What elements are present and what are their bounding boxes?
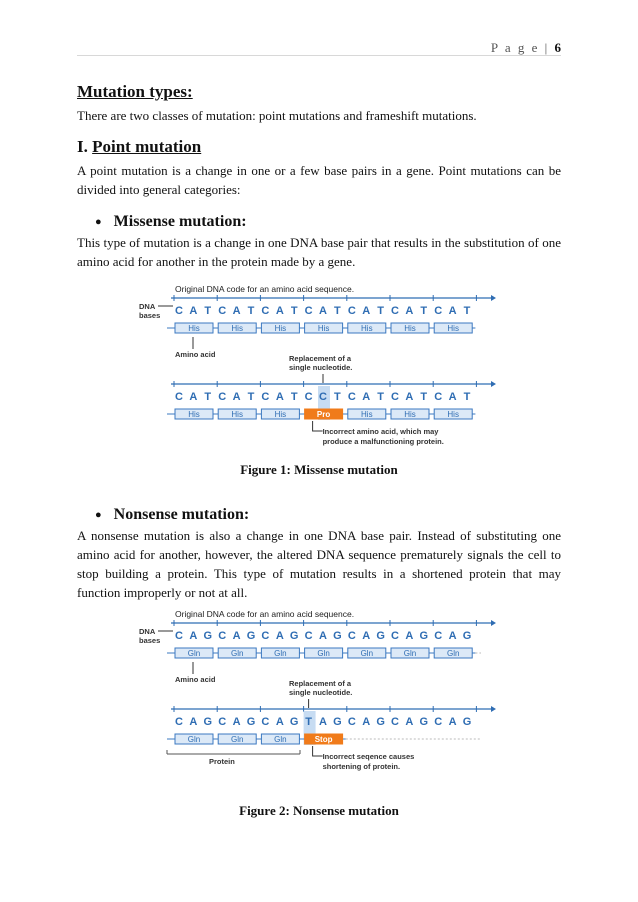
dna-base: A xyxy=(448,630,457,642)
dna-base: A xyxy=(448,391,457,403)
dna-base: C xyxy=(218,630,227,642)
dna-base: T xyxy=(204,391,212,403)
dna-base: C xyxy=(261,305,270,317)
dna-base: C xyxy=(391,305,399,317)
dna-base: A xyxy=(189,391,198,403)
dna-base: G xyxy=(419,630,429,642)
amino-acid-label: Gln xyxy=(187,649,201,658)
dna-base: C xyxy=(347,716,356,728)
dna-base: G xyxy=(376,716,385,728)
amino-acid-label: His xyxy=(188,410,200,419)
dna-base: C xyxy=(175,391,183,403)
dna-base: G xyxy=(289,630,299,642)
dna-label: DNA xyxy=(139,302,156,311)
dna-base: G xyxy=(203,630,213,642)
amino-acid-label: His xyxy=(188,324,200,333)
dna-base: G xyxy=(462,630,472,642)
dna-base: A xyxy=(448,716,457,728)
amino-acid-label: His xyxy=(231,324,243,333)
incorrect-note: Incorrect amino acid, which may xyxy=(322,427,439,436)
point-title: Point mutation xyxy=(92,137,202,156)
dna-base: C xyxy=(261,630,270,642)
dna-base: G xyxy=(333,716,342,728)
figure-title: Original DNA code for an amino acid sequence. xyxy=(175,609,355,619)
dna-base: T xyxy=(247,391,255,403)
page-header xyxy=(491,40,561,56)
incorrect-pointer xyxy=(313,746,323,756)
point-mutation-heading xyxy=(77,137,561,157)
incorrect-note: produce a malfunctioning protein. xyxy=(322,437,444,446)
dna-base: A xyxy=(362,305,371,317)
dna-base: T xyxy=(420,391,428,403)
bases-label: bases xyxy=(139,636,161,645)
dna-base: A xyxy=(405,716,414,728)
amino-acid-label: Gln xyxy=(230,649,244,658)
dna-base: C xyxy=(218,305,227,317)
dna-strand-arrow xyxy=(491,620,496,626)
amino-acid-label: His xyxy=(274,324,287,333)
bullet-icon: ● xyxy=(95,509,102,521)
dna-base: A xyxy=(275,716,284,728)
dna-base: A xyxy=(319,305,327,317)
dna-base: C xyxy=(347,391,356,403)
dna-base: T xyxy=(305,716,312,728)
page-word: P a g e xyxy=(490,40,540,55)
dna-base: G xyxy=(462,716,472,728)
dna-base: C xyxy=(218,716,227,728)
amino-acid-label: Gln xyxy=(446,649,460,658)
amino-acid-label: Gln xyxy=(230,735,244,744)
dna-base: C xyxy=(175,630,183,642)
dna-base: C xyxy=(261,716,270,728)
amino-acid-label: His xyxy=(231,410,243,419)
nonsense-heading: ● Nonsense mutation: xyxy=(95,506,250,523)
amino-acid-label: His xyxy=(447,324,459,333)
dna-base: T xyxy=(377,391,384,403)
dna-base: T xyxy=(463,305,471,317)
missense-figure xyxy=(139,281,499,456)
dna-base: A xyxy=(275,305,284,317)
amino-acid-label: His xyxy=(317,324,330,333)
dna-base: T xyxy=(247,305,255,317)
dna-base: T xyxy=(463,391,471,403)
replacement-note: Replacement of a xyxy=(289,679,352,688)
amino-acid-label: Gln xyxy=(360,649,374,658)
dna-base: A xyxy=(232,716,241,728)
dna-base: C xyxy=(347,630,356,642)
point-roman: I. xyxy=(77,137,88,156)
dna-base: A xyxy=(232,391,241,403)
dna-base: A xyxy=(275,630,284,642)
dna-base: C xyxy=(319,391,327,403)
figure-title: Original DNA code for an amino acid sequence. xyxy=(175,284,355,294)
dna-base: G xyxy=(246,716,256,728)
dna-base: C xyxy=(434,716,443,728)
bases-label: bases xyxy=(139,311,161,320)
dna-base: C xyxy=(175,716,183,728)
dna-base: C xyxy=(261,391,270,403)
amino-acid-label: His xyxy=(361,324,373,333)
dna-strand-arrow xyxy=(491,295,496,301)
dna-base: T xyxy=(290,391,298,403)
dna-base: A xyxy=(189,716,198,728)
dna-base: T xyxy=(420,305,428,317)
protein-caption: Protein xyxy=(209,757,235,766)
dna-base: C xyxy=(304,391,313,403)
nonsense-figure xyxy=(139,606,499,797)
dna-base: A xyxy=(232,630,241,642)
amino-acid-label: Stop xyxy=(314,735,333,744)
dna-base: T xyxy=(290,305,298,317)
nonsense-body: A nonsense mutation is also a change in one DNA base pair. Instead of substituting one amino acid for another, however, the altered DNA sequence prematurely signals the cell to stop building a protein. This type of mutation results in a shortened protein that may function improperly or not at all. xyxy=(77,528,561,600)
missense-body: This type of mutation is a change in one DNA base pair that results in the substitution of one amino acid for another in the protein made by a gene. xyxy=(77,235,561,269)
amino-acid-label: Pro xyxy=(316,410,331,419)
dna-base: A xyxy=(189,630,198,642)
incorrect-note: shortening of protein. xyxy=(322,762,401,771)
dna-base: C xyxy=(218,391,227,403)
page-separator: | xyxy=(544,40,550,55)
dna-base: A xyxy=(362,716,371,728)
replacement-note: Replacement of a xyxy=(289,354,352,363)
header-rule xyxy=(77,55,561,56)
dna-base: C xyxy=(391,391,399,403)
dna-base: A xyxy=(275,391,284,403)
dna-base: G xyxy=(333,630,342,642)
dna-base: G xyxy=(203,716,213,728)
incorrect-pointer xyxy=(313,421,323,431)
amino-acid-label: His xyxy=(274,410,287,419)
dna-base: T xyxy=(334,391,341,403)
dna-base: A xyxy=(405,391,414,403)
amino-acid-label: Gln xyxy=(317,649,330,658)
point-mutation-body: A point mutation is a change in one or a few base pairs in a gene. Point mutations can be divided into general categories: xyxy=(77,163,561,197)
amino-acid-label: His xyxy=(361,410,373,419)
dna-base: A xyxy=(189,305,198,317)
dna-base: A xyxy=(405,630,414,642)
dna-base: C xyxy=(434,630,443,642)
bullet-icon: ● xyxy=(95,216,102,228)
dna-base: C xyxy=(434,305,443,317)
dna-base: C xyxy=(304,305,313,317)
missense-diagram xyxy=(139,281,499,451)
amino-acid-caption: Amino acid xyxy=(175,350,216,359)
missense-caption: Figure 1: Missense mutation xyxy=(240,462,398,477)
amino-acid-caption: Amino acid xyxy=(175,675,216,684)
dna-base: C xyxy=(175,305,183,317)
dna-base: G xyxy=(376,630,385,642)
amino-acid-label: Gln xyxy=(274,649,287,658)
dna-label: DNA xyxy=(139,627,156,636)
dna-base: A xyxy=(232,305,241,317)
section-title: Mutation types: xyxy=(77,82,193,101)
amino-acid-label: His xyxy=(447,410,459,419)
dna-base: G xyxy=(289,716,299,728)
page-number: 6 xyxy=(554,40,561,55)
dna-base: A xyxy=(319,716,327,728)
dna-base: A xyxy=(319,630,327,642)
amino-acid-label: Gln xyxy=(274,735,287,744)
dna-base: G xyxy=(419,716,429,728)
dna-strand-arrow xyxy=(491,706,496,712)
dna-base: A xyxy=(405,305,414,317)
dna-base: G xyxy=(246,630,256,642)
nonsense-diagram xyxy=(139,606,499,792)
nonsense-caption: Figure 2: Nonsense mutation xyxy=(239,803,399,818)
dna-base: C xyxy=(391,716,399,728)
dna-base: T xyxy=(334,305,341,317)
replacement-note: single nucleotide. xyxy=(289,363,353,372)
replacement-note: single nucleotide. xyxy=(289,688,353,697)
page-content xyxy=(77,68,561,819)
amino-acid-label: Gln xyxy=(187,735,201,744)
amino-acid-label: Gln xyxy=(403,649,417,658)
dna-base: C xyxy=(347,305,356,317)
dna-base: A xyxy=(362,391,371,403)
section-intro: There are two classes of mutation: point mutations and frameshift mutations. xyxy=(77,108,477,123)
dna-strand-arrow xyxy=(491,381,496,387)
amino-acid-label: His xyxy=(404,324,416,333)
dna-base: T xyxy=(204,305,212,317)
dna-base: T xyxy=(377,305,384,317)
dna-base: C xyxy=(434,391,443,403)
missense-heading: ● Missense mutation: xyxy=(95,213,247,230)
dna-base: A xyxy=(362,630,371,642)
amino-acid-label: His xyxy=(404,410,416,419)
incorrect-note: Incorrect seqence causes xyxy=(322,752,415,761)
dna-base: A xyxy=(448,305,457,317)
dna-base: C xyxy=(391,630,399,642)
dna-base: C xyxy=(304,630,313,642)
